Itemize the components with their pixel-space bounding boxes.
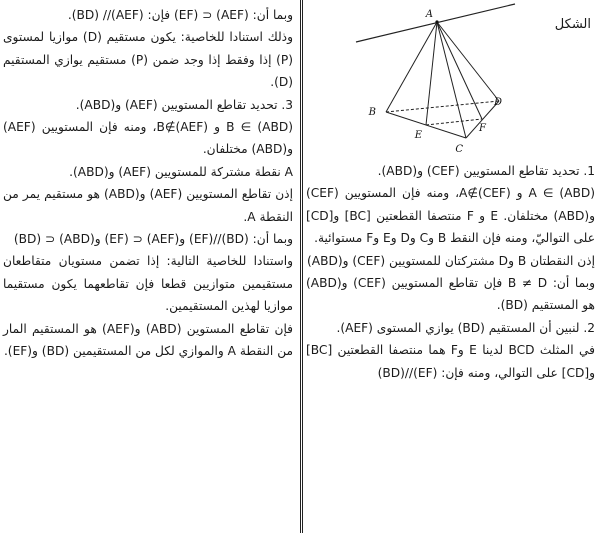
point-D-label: D xyxy=(493,97,502,108)
paragraph: B ∈ (ABD) و B∉(AEF)، ومنه فإن المستويين (AEF) و(ABD) مختلفان. xyxy=(3,120,293,157)
figure-label: الشكل xyxy=(554,17,591,32)
column-divider xyxy=(300,0,303,533)
paragraph: وذلك استنادا للخاصية: يكون مستقيم (D) موازيا لمستوى (P) إذا وفقط إذا وجد ضمن (P) مستقيم يوازي المستقيم (D). xyxy=(3,30,294,90)
point-A-label: A xyxy=(425,9,433,20)
point-E-label: E xyxy=(414,130,422,141)
point-B-label: B xyxy=(368,107,376,118)
edge-AC xyxy=(437,22,466,138)
paragraph: وبما أن: B ≠ D فإن تقاطع المستويين (CEF) و(ABD) هو المستقيم (BD). xyxy=(306,276,595,313)
point-F-label: F xyxy=(479,123,486,134)
paragraph: A نقطة مشتركة للمستويين (AEF) و(ABD). xyxy=(69,164,293,179)
paragraph: إذن النقطتان B وD مشتركتان للمستويين (CEF) و(ABD) xyxy=(306,253,595,268)
segment-EF xyxy=(426,119,482,125)
point-C-label: C xyxy=(455,144,463,155)
edge-AE xyxy=(426,22,437,125)
right-column xyxy=(304,0,600,533)
figure-area xyxy=(306,0,595,160)
paragraph: وبما أن: (BD)//(EF) و(AEF) ⊂ (EF) و(ABD) ⊂ (BD) xyxy=(13,232,293,247)
paragraph: 2. لنبين أن المستقيم (BD) يوازي المستوى (AEF). xyxy=(336,320,595,335)
left-column xyxy=(0,0,299,533)
paragraph: في المثلث BCD لدينا E وF هما منتصفا القطعتين [BC] و[CD] على التوالي، ومنه فإن: (EF)//(BD) xyxy=(306,343,595,380)
edge-AB xyxy=(386,22,437,112)
paragraph: إذن تقاطع المستويين (AEF) و(ABD) هو مستقيم يمر من النقطة A. xyxy=(3,187,293,224)
paragraph: وبما أن: (AEF) ⊂ (EF) فإن: (AEF)// (BD). xyxy=(67,8,293,22)
edge-BD xyxy=(386,101,499,112)
paragraph: فإن تقاطع المستوين (ABD) و(AEF) هو المستقيم المار من النقطة A والموازي لكل من المستقيمين (BD) و(EF). xyxy=(3,321,293,359)
paragraph: 1. تحديد تقاطع المستويين (CEF) و(ABD). xyxy=(377,164,595,178)
paragraph: واستنادا للخاصية التالية: إذا تضمن مستويان متقاطعان مستقيمين متوازيين قطعا فإن تقاطعهما يكون مستقيما موازيا لهذين المستقيمين. xyxy=(3,254,293,314)
paragraph: 3. تحديد تقاطع المستويين (AEF) و(ABD). xyxy=(75,97,293,112)
paragraph: A ∈ (ABD) و A∉(CEF)، ومنه فإن المستويين (CEF) و(ABD) مختلفان. E و F منتصفا القطعتين [BC] و[CD] على التواليّ، ومنه فإن النقط B وC وD وE وF مستوائية. xyxy=(306,186,596,246)
pyramid-figure xyxy=(350,2,525,160)
